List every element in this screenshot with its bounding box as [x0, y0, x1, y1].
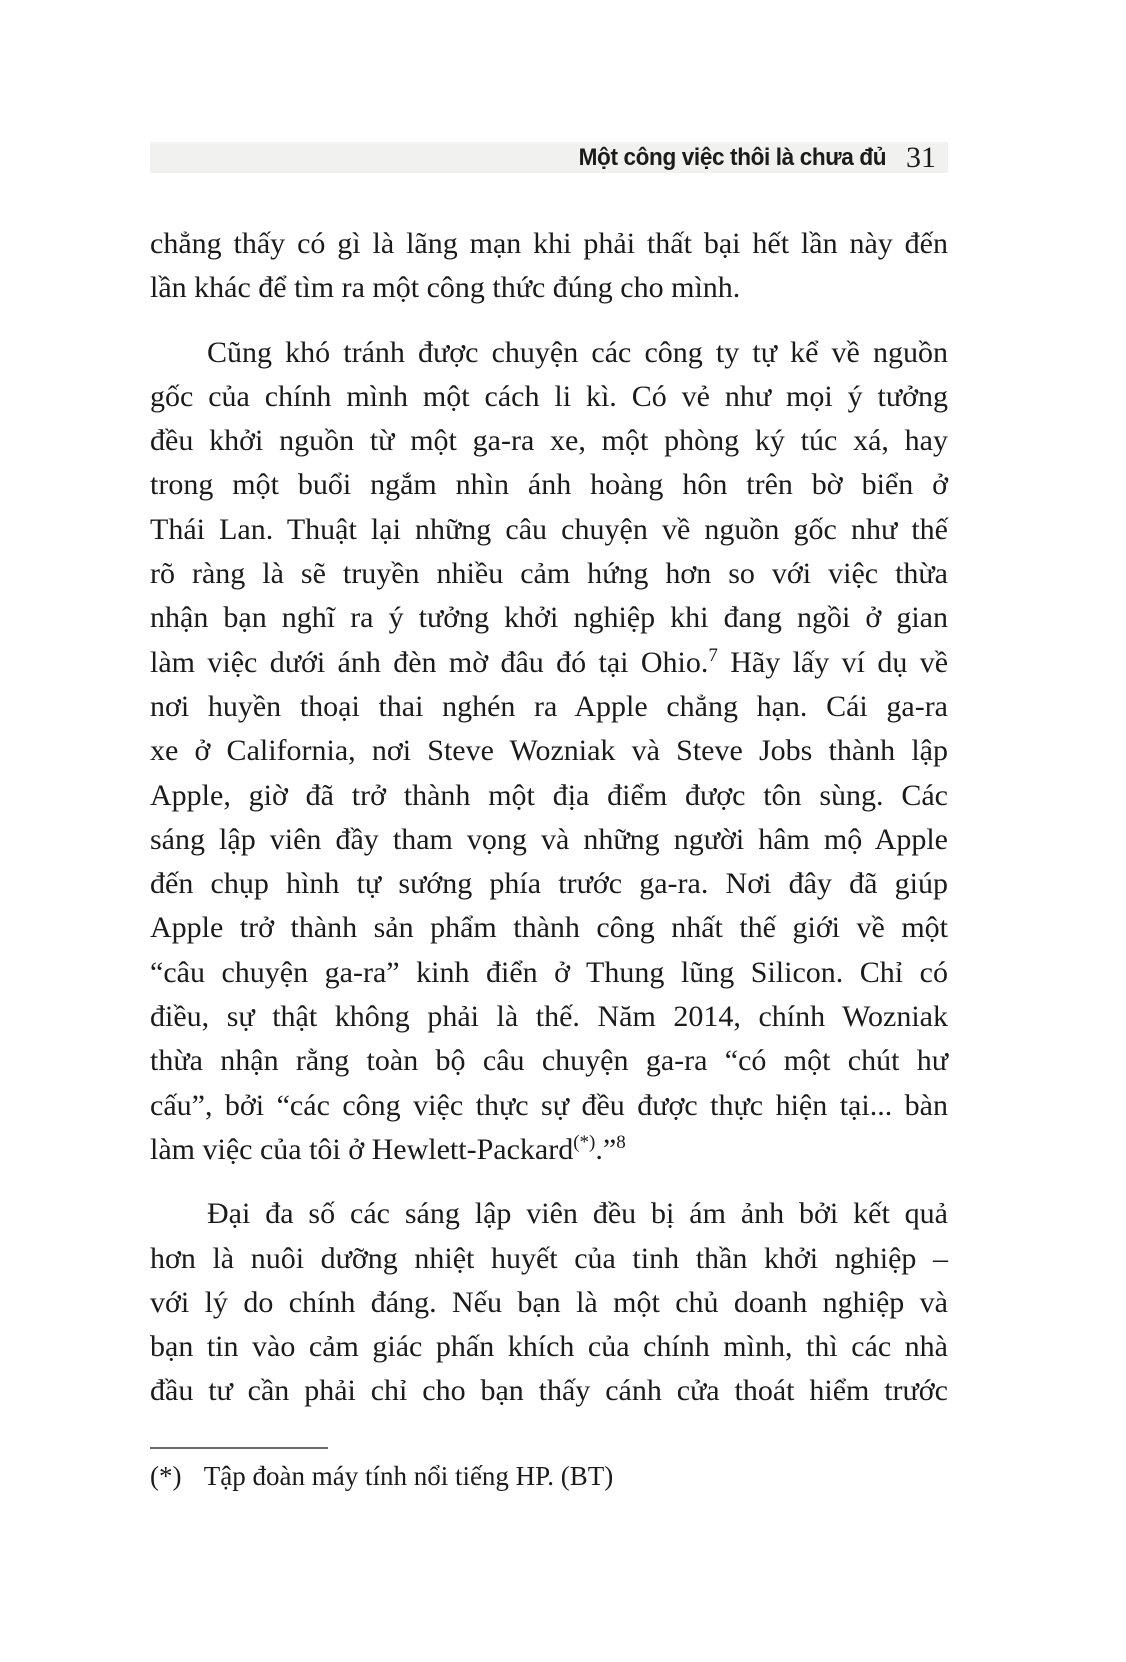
text-segment: làm việc dưới ánh đèn mờ đâu đó tại Ohio. [150, 645, 709, 679]
text-line [150, 596, 948, 640]
text-segment: Hãy lấy ví dụ về [717, 645, 949, 679]
text-segment: đầu tư cần phải chỉ cho bạn thấy cánh cửa thoát hiểm trước [150, 1374, 948, 1408]
text-segment: thừa nhận rằng toàn bộ câu chuyện ga-ra “có một chút hư [150, 1044, 948, 1078]
text-line [150, 1325, 948, 1369]
paragraph [150, 222, 948, 311]
text-segment: cấu”, bởi “các công việc thực sự đều được thực hiện tại... bàn [150, 1088, 948, 1122]
footnote-marker: (*) [150, 1461, 182, 1491]
text-segment: đến chụp hình tự sướng phía trước ga-ra. Nơi đây đã giúp [150, 867, 948, 901]
text-segment: bạn tin vào cảm giác phấn khích của chính mình, thì các nhà [150, 1330, 948, 1364]
body-text [150, 222, 948, 1414]
text-line [150, 862, 948, 906]
paragraph [150, 1192, 948, 1413]
footnote [150, 1461, 948, 1492]
text-line [150, 729, 948, 773]
text-segment: điều, sự thật không phải là thế. Năm 2014, chính Wozniak [150, 1000, 948, 1034]
text-line [150, 685, 948, 729]
text-line [150, 1237, 948, 1281]
text-segment: nhận bạn nghĩ ra ý tưởng khởi nghiệp khi đang ngồi ở gian [150, 601, 948, 635]
text-line [150, 1128, 948, 1172]
text-line [150, 375, 948, 419]
text-segment: gốc của chính mình một cách li kì. Có vẻ như mọi ý tưởng [150, 379, 948, 413]
text-line [150, 906, 948, 950]
text-segment: hơn là nuôi dưỡng nhiệt huyết của tinh thần khởi nghiệp – [150, 1241, 948, 1275]
text-line [150, 552, 948, 596]
text-segment: rõ ràng là sẽ truyền nhiều cảm hứng hơn so với việc thừa [150, 557, 948, 591]
text-line [150, 951, 948, 995]
footnote-text: Tập đoàn máy tính nổi tiếng HP. (BT) [203, 1461, 614, 1491]
footnote-separator [150, 1447, 328, 1449]
text-segment: lần khác để tìm ra một công thức đúng cho mình. [150, 271, 741, 305]
text-line [150, 331, 948, 375]
text-segment: với lý do chính đáng. Nếu bạn là một chủ doanh nghiệp và [150, 1285, 948, 1319]
text-segment: “câu chuyện ga-ra” kinh điển ở Thung lũng Silicon. Chỉ có [150, 955, 948, 989]
text-line [150, 1039, 948, 1083]
text-segment: trong một buổi ngắm nhìn ánh hoàng hôn trên bờ biển ở [150, 468, 948, 502]
text-segment: nơi huyền thoại thai nghén ra Apple chẳng hạn. Cái ga-ra [150, 689, 948, 723]
text-segment: xe ở California, nơi Steve Wozniak và Steve Jobs thành lập [150, 734, 948, 768]
text-line [150, 419, 948, 463]
text-segment: sáng lập viên đầy tham vọng và những người hâm mộ Apple [150, 822, 948, 856]
paragraph [150, 331, 948, 1173]
superscript-ref: 7 [708, 644, 718, 666]
text-segment: Đại đa số các sáng lập viên đều bị ám ảnh bởi kết quả [207, 1197, 948, 1231]
text-line [150, 1084, 948, 1128]
text-segment: đều khởi nguồn từ một ga-ra xe, một phòng ký túc xá, hay [150, 424, 948, 458]
text-segment: Apple trở thành sản phẩm thành công nhất thế giới về một [150, 911, 948, 945]
text-segment: Cũng khó tránh được chuyện các công ty tự kể về nguồn [207, 335, 948, 369]
text-segment: làm việc của tôi ở Hewlett-Packard [150, 1132, 574, 1166]
superscript-ref: (*) [573, 1131, 596, 1153]
page-number: 31 [906, 140, 936, 174]
text-line [150, 1192, 948, 1236]
running-header [150, 142, 948, 173]
running-header-title: Một công việc thôi là chưa đủ [578, 143, 886, 171]
text-line [150, 508, 948, 552]
text-segment: Thái Lan. Thuật lại những câu chuyện về nguồn gốc như thế [150, 512, 948, 546]
superscript-ref: 8 [616, 1131, 626, 1153]
text-line [150, 774, 948, 818]
text-line [150, 995, 948, 1039]
text-line [150, 1369, 948, 1413]
text-line [150, 818, 948, 862]
text-line [150, 1281, 948, 1325]
text-segment: .” [595, 1132, 617, 1166]
text-line [150, 641, 948, 685]
text-line [150, 222, 948, 266]
text-line [150, 463, 948, 507]
text-line [150, 266, 948, 310]
text-segment: Apple, giờ đã trở thành một địa điểm được tôn sùng. Các [150, 778, 948, 812]
text-segment: chẳng thấy có gì là lãng mạn khi phải thất bại hết lần này đến [150, 227, 948, 260]
